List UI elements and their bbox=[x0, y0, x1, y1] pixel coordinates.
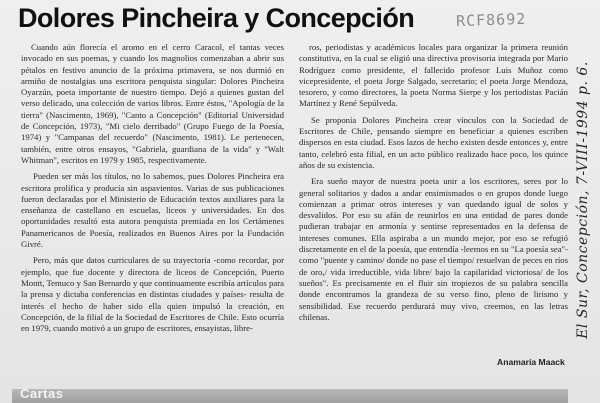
paragraph: Pero, más que datos curriculares de su trayectoria -como recordar, por ejemplo, que fue docente y directora de liceos de Concepción, Puerto Montt, Temuco y San Bernardo y que continuamente escribía artículos para la prensa y dictaba conferencias en distintas ciudades y países- resulta de interés el hecho de haber sido ella quien impulsó la creación, en Concepción, de la filial de la Sociedad de Escritores de Chile. Esto ocurría en 1979, cuando motivó a un grupo de escritores, ensayistas, libre- bbox=[21, 255, 284, 334]
article-column-right bbox=[299, 42, 568, 328]
handwritten-note-text: El Sur, Concepción, 7-VIII-1994 p. 6. bbox=[575, 61, 591, 339]
paragraph: Era sueño mayor de nuestra poeta unir a los escritores, seres por lo general solitarios y dados a andar ensimismados o en grupos donde luego comienzan a primar otros intereses y van quedando igual de solos y desvalidos. Por eso su afán de reunirlos en una entidad de pares donde pudieran trabajar en armonía y sentirse representados en la defensa de intereses comunes. Ella aspiraba a un mundo mejor, por eso se refugió discretamente en el de la poesía, que entendía -leemos en su "La poesía sea"- como "puente y camino/ donde no pase el tiempo/ resuelvan de peces en ríos de oro,/ vida irreductible, vida libre/ bajo la capilaridad victoriosa/ de los sueños". Es precisamente en el fluir sin tropiezos de su palabra sencilla donde encontramos la grandeza de su verso fino, pleno de lirismo y sensibilidad. Ese recuerdo perdurará muy vivo, creemos, en las letras chilenas. bbox=[299, 176, 568, 322]
section-banner bbox=[12, 389, 568, 403]
archive-stamp: RCF8692 bbox=[455, 9, 527, 31]
paragraph: Se proponía Dolores Pincheira crear vínculos con la Sociedad de Escritores de Chile, pensando siempre en beneficiar a quienes escriben dispersos en esta ciudad. Esos lazos de hecho existen desde entonces y, entre tanto, celebró esta filial, en un acto público realizado hace poco, los quince años de su existencia. bbox=[299, 114, 568, 170]
article-author: Anamaría Maack bbox=[497, 357, 565, 367]
article-title: Dolores Pincheira y Concepción bbox=[18, 3, 415, 33]
section-label: Cartas bbox=[20, 386, 64, 401]
article-column-left bbox=[21, 42, 284, 339]
paragraph: Pueden ser más los títulos, no lo sabemos, pues Dolores Pincheira era escritora prolífica y producía sin aspavientos. Varias de sus publicaciones fueron declaradas por el Ministerio de Educación textos auxiliares para la enseñanza de castellano en escuelas, liceos y universidades. En dos oportunidades resultó esta autora penquista premiada en los Certámenes Panamericanos de Poesía, realizados en Buenos Aires por la Fundación Givré. bbox=[21, 171, 284, 250]
paragraph: ros, periodistas y académicos locales para organizar la primera reunión constitutiva, en la cual se eligió una directiva provisoria integrada por Mario Rodríguez como presidente, el fallecido profesor Luis Muñoz como vicepresidente, el poeta Jorge Salgado, secretario; el poeta Jorge Mendoza, tesorero, y como directores, la poeta Norma Sierpe y los periodistas Pacián Martínez y René Sepúlveda. bbox=[299, 42, 568, 109]
paragraph: Cuando aún florecía el aromo en el cerro Caracol, el tantas veces invocado en sus poemas, y cuando los magnolios comenzaban a abrir sus pétalos en festivo anuncio de la próxima primavera, se nos durmió en armiño de nostalgias una escritora penquista singular: Dolores Pincheira Oyarzún, poeta importante de nuestro tiempo. Dejó a quienes gustan del verso delicado, una colección de varios libros. Entre éstos, "Apología de la tierra" (Nascimento, 1969), "Canto a Concepción" (Editorial Universidad de Concepción, 1973), "Mi cielo derribado" (Grupo Fuego de la Poesía, 1974) y "Campanas del recuerdo" (Nascimento, 1981). Le pertenecen, también, entre otros ensayos, "Gabriela, guardiana de la vida" y "Walt Whitman", escritos en 1979 y 1985, respectivamente. bbox=[21, 42, 284, 165]
